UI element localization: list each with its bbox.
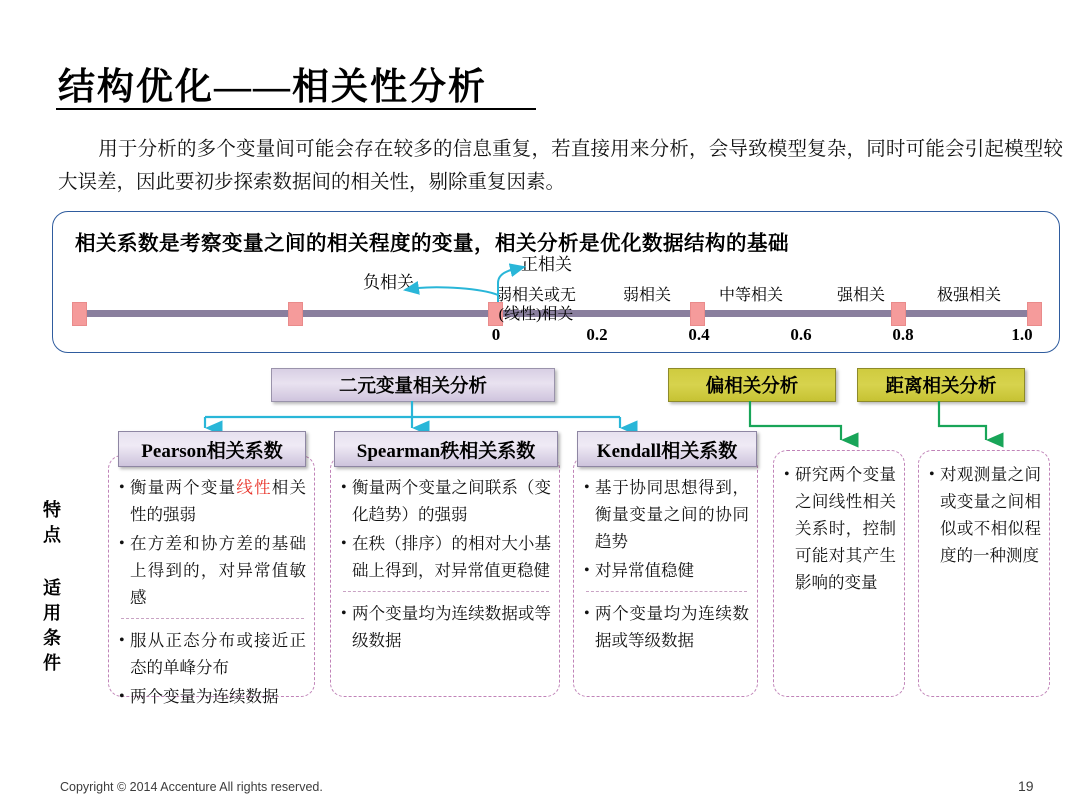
- kendall-feature-1: • 基于协同思想得到，衡量变量之间的协同趋势: [584, 474, 749, 555]
- spearman-feature-2: • 在秩（排序）的相对大小基础上得到，对异常值更稳健: [341, 530, 551, 584]
- page-title: 结构优化——相关性分析: [58, 67, 487, 108]
- negative-correlation-label: 负相关: [363, 273, 414, 292]
- scale-tick-06: [690, 302, 705, 326]
- category-bivariate[interactable]: 二元变量相关分析: [271, 368, 555, 402]
- panel-kendall-content: [584, 474, 749, 688]
- segment-label-line1: 弱相关或无: [496, 287, 577, 304]
- intro-text: 用于分析的多个变量间可能会存在较多的信息重复，若直接用来分析，会导致模型复杂，同时可能会引起模型较大误差，因此要初步探索数据间的相关性，剔除重复因素。: [58, 139, 1063, 193]
- pearson-conditions: [119, 627, 306, 710]
- banner-headline: 相关系数是考察变量之间的相关程度的变量，相关分析是优化数据结构的基础: [75, 233, 789, 255]
- panel-distance-correlation: [918, 450, 1050, 697]
- panel-pearson-content: [119, 474, 307, 706]
- kendall-condition-1: • 两个变量均为连续数据或等级数据: [584, 600, 749, 654]
- side-label-condition: 适用条件: [41, 578, 61, 678]
- spearman-conditions: [341, 600, 551, 654]
- segment-label-very-strong: 极强相关: [937, 287, 1002, 304]
- pearson-feature-1-pre: 衡量两个变量: [130, 478, 237, 497]
- kendall-feature-2: • 对异常值稳健: [584, 557, 749, 584]
- panel-spearman: [330, 455, 560, 697]
- scale-tick-label-0: 0: [491, 325, 501, 344]
- scale-tick-02: [288, 302, 303, 326]
- kendall-divider: [586, 591, 747, 592]
- spearman-feature-1: • 衡量两个变量之间联系（变化趋势）的强弱: [341, 474, 551, 528]
- panel-spearman-content: [341, 474, 551, 688]
- title-underline: [56, 108, 536, 110]
- method-header-kendall[interactable]: Kendall相关系数: [577, 431, 757, 467]
- pearson-feature-1: [119, 474, 306, 528]
- panel-partial-content: [784, 461, 896, 688]
- scale-tick-label-02: 0.2: [586, 325, 608, 344]
- spearman-features: [341, 474, 551, 584]
- segment-label-line2: (线性)相关: [498, 306, 574, 323]
- spearman-condition-1: • 两个变量均为连续数据或等级数据: [341, 600, 551, 654]
- method-header-pearson[interactable]: Pearson相关系数: [118, 431, 306, 467]
- scale-tick-0: [72, 302, 87, 326]
- scale-tick-label-10: 1.0: [1011, 325, 1033, 344]
- pearson-divider: [121, 618, 304, 619]
- partial-description: • 研究两个变量之间线性相关关系时，控制可能对其产生影响的变量: [784, 461, 896, 596]
- distance-description: • 对观测量之间或变量之间相似或不相似程度的一种测度: [929, 461, 1041, 569]
- spearman-divider: [343, 591, 549, 592]
- scale-tick-label-08: 0.8: [892, 325, 914, 344]
- side-label-feature: 特点: [41, 500, 61, 550]
- scale-tick-label-06: 0.6: [790, 325, 812, 344]
- scale-tick-label-04: 0.4: [688, 325, 710, 344]
- segment-label-strong: 强相关: [837, 287, 886, 304]
- scale-tick-08: [891, 302, 906, 326]
- panel-kendall: [573, 455, 758, 697]
- positive-correlation-label: 正相关: [521, 255, 572, 274]
- category-partial[interactable]: 偏相关分析: [668, 368, 836, 402]
- pearson-feature-2: • 在方差和协方差的基础上得到的，对异常值敏感: [119, 530, 306, 611]
- kendall-features: [584, 474, 749, 584]
- pearson-condition-2: • 两个变量为连续数据: [119, 683, 306, 710]
- pearson-features: [119, 474, 306, 611]
- panel-distance-content: [929, 461, 1041, 688]
- kendall-conditions: [584, 600, 749, 654]
- category-distance[interactable]: 距离相关分析: [857, 368, 1025, 402]
- intro-paragraph: [58, 133, 1063, 199]
- segment-label-medium: 中等相关: [719, 287, 784, 304]
- segment-label-weak-or-none: [496, 286, 576, 324]
- copyright-footer: Copyright © 2014 Accenture All rights reserved.: [60, 780, 323, 794]
- pearson-feature-1-post: 相关性的强弱: [130, 478, 307, 524]
- pearson-condition-1: • 服从正态分布或接近正态的单峰分布: [119, 627, 306, 681]
- segment-label-weak: 弱相关: [623, 287, 672, 304]
- panel-partial-correlation: [773, 450, 905, 697]
- method-header-spearman[interactable]: Spearman秩相关系数: [334, 431, 558, 467]
- pearson-feature-1-highlight: 线性: [236, 478, 272, 497]
- panel-pearson: [108, 455, 315, 706]
- page-number: 19: [1018, 778, 1034, 794]
- definition-banner: [52, 211, 1060, 353]
- scale-tick-10: [1027, 302, 1042, 326]
